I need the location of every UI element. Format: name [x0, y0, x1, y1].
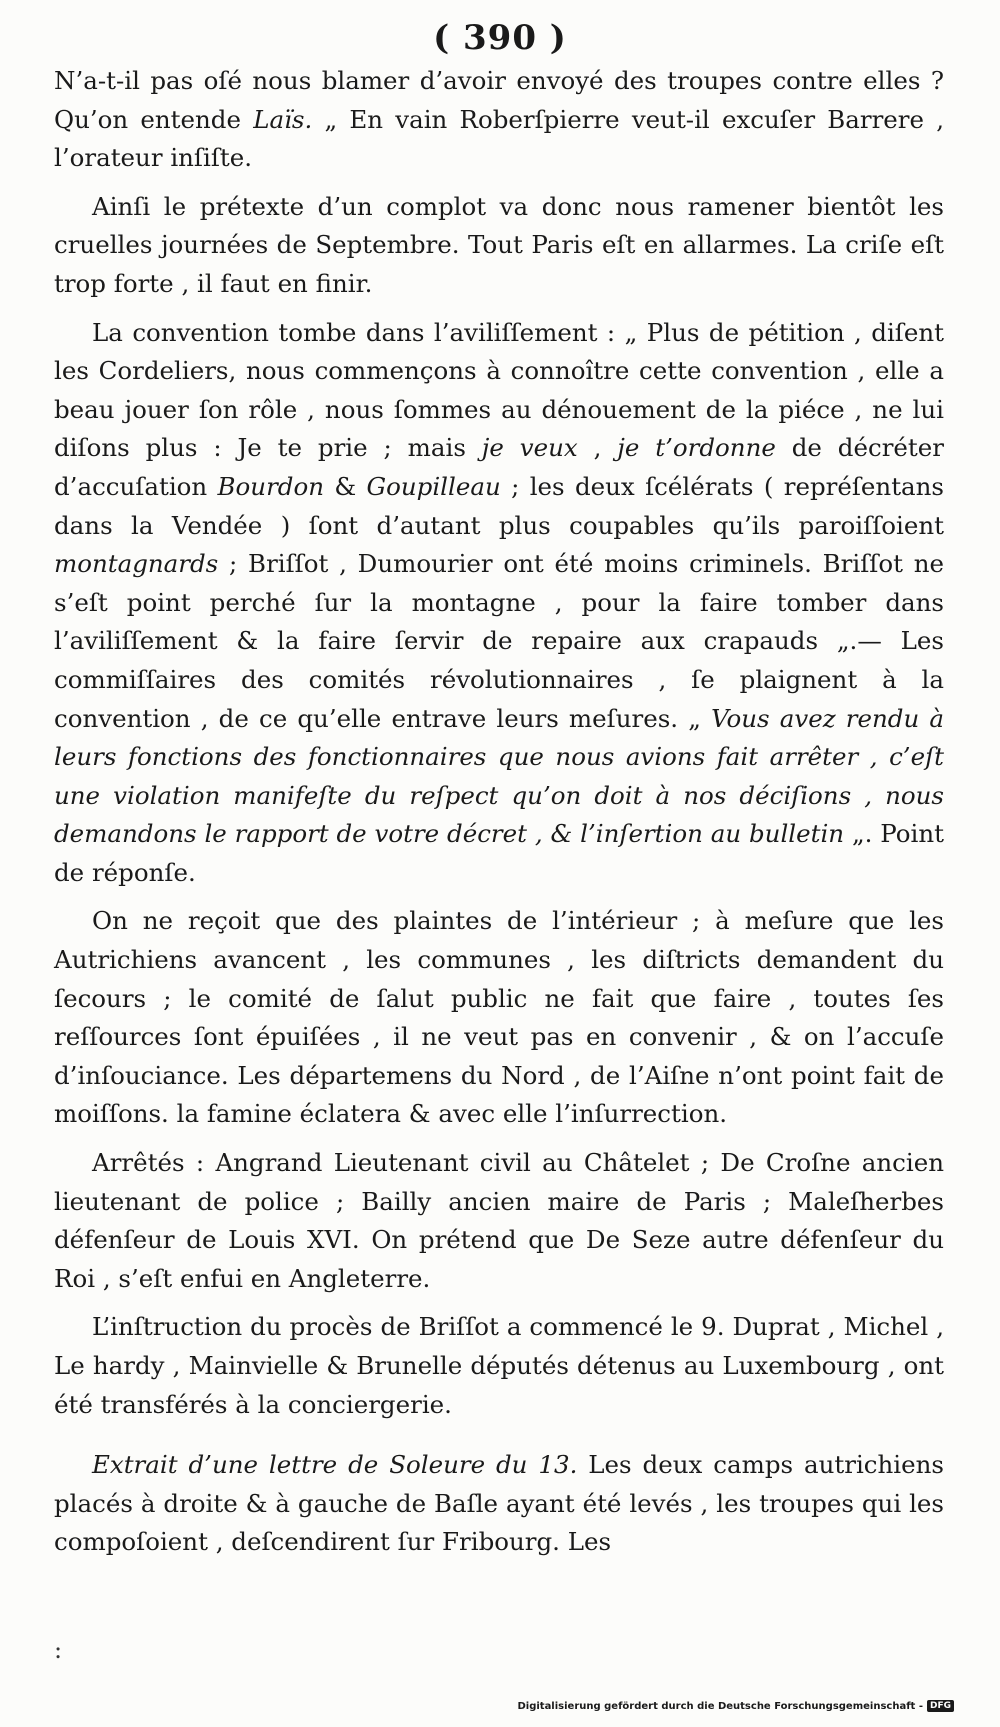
- paragraph: [54, 188, 944, 304]
- text-run: N’a-t-il pas oſé nous blamer d’avoir envoyé des troupes contre elles ? Qu’on entende: [54, 66, 944, 134]
- italic-text: montagnards: [54, 549, 219, 579]
- text-run: ; Briſſot , Dumourier ont été moins criminels. Briſſot ne s’eſt point perché ſur la montagne , pour la faire tomber dans l’aviliſſement & la faire ſervir de repaire aux crapauds „.— Les commiſſaires des comités révolutionnaires , ſe plaignent à la convention , de ce qu’elle entrave leurs meſures. „: [54, 549, 944, 733]
- paragraph: [54, 902, 944, 1134]
- paragraph: [54, 314, 944, 893]
- dfg-logo: DFG: [927, 1700, 954, 1712]
- text-run: Ainſi le prétexte d’un complot va donc nous ramener bientôt les cruelles journées de Septembre. Tout Paris eſt en allarmes. La criſe eſt trop forte , il faut en finir.: [54, 191, 944, 298]
- italic-text: je t’ordonne: [617, 433, 776, 463]
- italic-text: Laïs.: [253, 104, 313, 134]
- italic-text: je veux: [481, 433, 578, 463]
- digitization-credit: [517, 1700, 954, 1712]
- paragraph-gap: [54, 892, 944, 902]
- page-number: ( 390 ): [433, 18, 567, 58]
- italic-text: Vous avez rendu à leurs fonctions des fonctionnaires que nous avions fait arrêter , c’eſt une violation manifeſte du reſpect qu’on doit à nos déciſions , nous demandons le rapport de votre décret , & l’inſertion au bulletin: [54, 703, 944, 849]
- paragraph-gap: [54, 1298, 944, 1308]
- paragraph: [54, 62, 944, 178]
- paragraph-gap: [54, 304, 944, 314]
- text-run: ,: [577, 433, 618, 463]
- text-run: Arrêtés : Angrand Lieutenant civil au Châtelet ; De Croſne ancien lieutenant de police ; Bailly ancien maire de Paris ; Maleſherbes défenſeur de Louis XVI. On prétend que De Seze autre défenſeur du Roi , s’eſt enfui en Angleterre.: [54, 1148, 944, 1293]
- text-run: de décréter d’accuſation: [54, 433, 944, 501]
- paragraph: [54, 1144, 944, 1298]
- italic-text: Bourdon: [217, 471, 325, 501]
- credit-text: Digitalisierung gefördert durch die Deutsche Forschungsgemeinschaft -: [517, 1700, 923, 1712]
- italic-text: Extrait d’une lettre de Soleure du 13.: [92, 1450, 578, 1480]
- text-run: &: [324, 471, 367, 501]
- body-text: [54, 62, 944, 1562]
- paragraph-gap: [54, 1424, 944, 1446]
- paragraph-gap: [54, 1134, 944, 1144]
- paragraph: [54, 1308, 944, 1424]
- paragraph-gap: [54, 178, 944, 188]
- text-run: „ En vain Roberſpierre veut-il excuſer Barrere , l’orateur inſiſte.: [54, 104, 944, 173]
- text-run: „. Point de réponſe.: [54, 819, 944, 887]
- marginal-mark: :: [54, 1636, 63, 1664]
- text-run: La convention tombe dans l’aviliſſement : „ Plus de pétition , diſent les Cordeliers, nous commençons à connoître cette convention , elle a beau jouer ſon rôle , nous ſommes au dénouement de la piéce , ne lui diſons plus : Je te prie ; mais: [54, 317, 944, 463]
- text-run: On ne reçoit que des plaintes de l’intérieur ; à meſure que les Autrichiens avancent , les communes , les diſtricts demandent du ſecours ; le comité de ſalut public ne fait que faire , toutes ſes reſſources ſont épuiſées , il ne veut pas en convenir , & on l’accuſe d’inſouciance. Les départemens du Nord , de l’Aiſne n’ont point fait de moiſſons. la famine éclatera & avec elle l’inſurrection.: [54, 906, 944, 1129]
- text-run: ; les deux ſcélérats ( repréſentans dans la Vendée ) ſont d’autant plus coupables qu’ils paroiſſoient: [54, 471, 944, 540]
- italic-text: Goupilleau: [366, 471, 501, 501]
- paragraph: [54, 1446, 944, 1562]
- text-run: Les deux camps autrichiens placés à droite & à gauche de Baſle ayant été levés , les troupes qui les compoſoient , deſcendirent ſur Fribourg. Les: [54, 1450, 944, 1557]
- text-run: L’inſtruction du procès de Briſſot a commencé le 9. Duprat , Michel , Le hardy , Mainvielle & Brunelle députés détenus au Luxembourg , ont été transférés à la conciergerie.: [54, 1312, 944, 1419]
